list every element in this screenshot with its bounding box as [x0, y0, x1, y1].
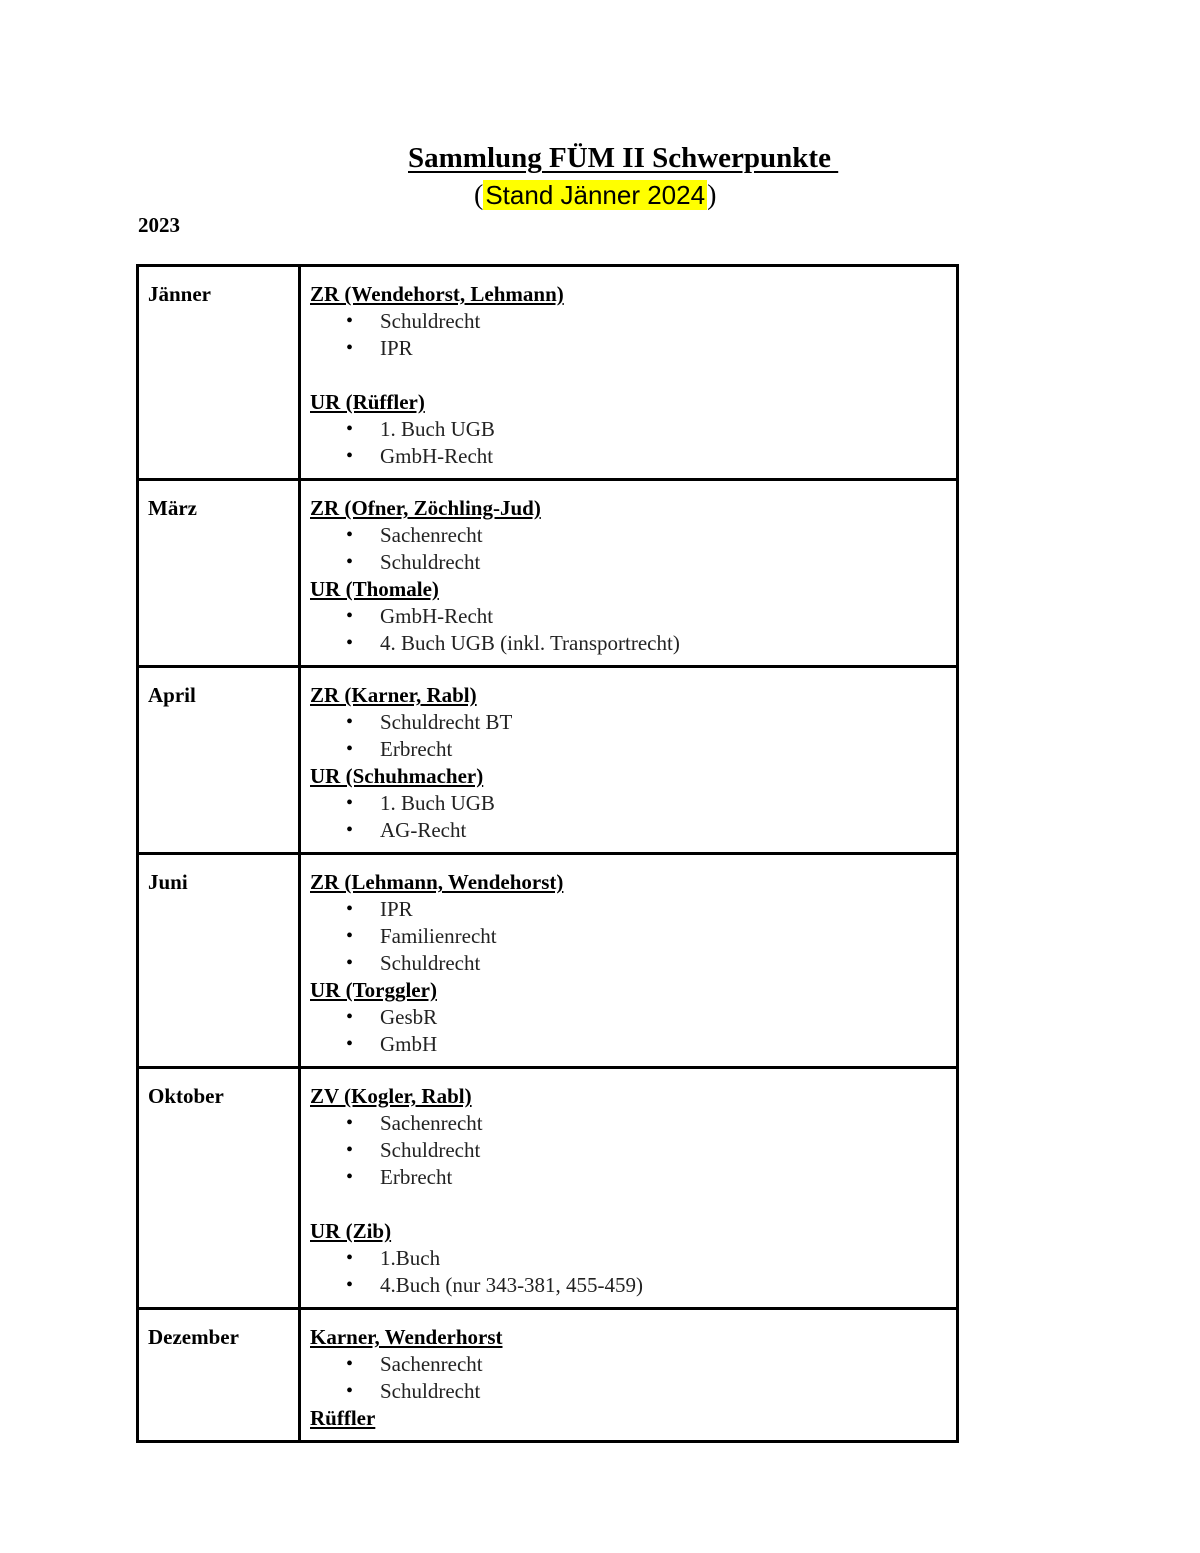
- list-item: • IPR: [310, 896, 956, 923]
- list-item: • Familienrecht: [310, 923, 956, 950]
- subtitle-open-paren: (: [474, 180, 484, 211]
- topics-cell: [300, 854, 958, 1068]
- table-row: [138, 667, 958, 854]
- list-item: • Schuldrecht: [310, 308, 956, 335]
- topic-list: [310, 1351, 956, 1405]
- table-row: [138, 1068, 958, 1309]
- month-cell: Jänner: [138, 266, 300, 480]
- topic-list: [310, 1004, 956, 1058]
- subtitle-highlight: Stand Jänner 2024: [485, 180, 706, 210]
- list-item: • Schuldrecht: [310, 1137, 956, 1164]
- topic-list: [310, 1110, 956, 1191]
- year-heading: 2023: [138, 213, 180, 237]
- month-cell: April: [138, 667, 300, 854]
- table-row: [138, 1309, 958, 1442]
- group-heading: UR (Rüffler): [310, 390, 425, 414]
- group-heading: Rüffler: [310, 1406, 376, 1430]
- list-item: • Schuldrecht: [310, 950, 956, 977]
- month-cell: Juni: [138, 854, 300, 1068]
- group-heading: ZR (Karner, Rabl): [310, 683, 477, 707]
- topic-list: [310, 896, 956, 977]
- list-item: • 1. Buch UGB: [310, 790, 956, 817]
- group-heading: ZV (Kogler, Rabl): [310, 1084, 472, 1108]
- group-heading: UR (Zib): [310, 1219, 392, 1243]
- subtitle-close-paren: ): [707, 180, 717, 211]
- list-item: • Sachenrecht: [310, 522, 956, 549]
- topics-cell: [300, 480, 958, 667]
- table-row: [138, 854, 958, 1068]
- month-cell: März: [138, 480, 300, 667]
- month-cell: Oktober: [138, 1068, 300, 1309]
- topic-list: [310, 522, 956, 576]
- list-item: • Sachenrecht: [310, 1351, 956, 1378]
- list-item: • Schuldrecht BT: [310, 709, 956, 736]
- spacer: [310, 362, 956, 389]
- list-item: • Erbrecht: [310, 736, 956, 763]
- list-item: • IPR: [310, 335, 956, 362]
- page-title: Sammlung FÜM II Schwerpunkte: [408, 142, 839, 174]
- list-item: • GesbR: [310, 1004, 956, 1031]
- list-item: • 4.Buch (nur 343-381, 455-459): [310, 1272, 956, 1299]
- list-item: • GmbH-Recht: [310, 443, 956, 470]
- group-heading: UR (Torggler): [310, 978, 437, 1002]
- table-row: [138, 480, 958, 667]
- list-item: • 1. Buch UGB: [310, 416, 956, 443]
- topics-cell: [300, 1309, 958, 1442]
- list-item: • GmbH-Recht: [310, 603, 956, 630]
- group-heading: UR (Thomale): [310, 577, 439, 601]
- group-heading: UR (Schuhmacher): [310, 764, 484, 788]
- topics-cell: [300, 1068, 958, 1309]
- list-item: • Schuldrecht: [310, 1378, 956, 1405]
- topics-cell: [300, 667, 958, 854]
- group-heading: ZR (Ofner, Zöchling-Jud): [310, 496, 541, 520]
- topic-list: [310, 416, 956, 470]
- list-item: • Erbrecht: [310, 1164, 956, 1191]
- topic-list: [310, 790, 956, 844]
- spacer: [310, 1191, 956, 1218]
- group-heading: ZR (Lehmann, Wendehorst): [310, 870, 564, 894]
- topic-list: [310, 308, 956, 362]
- topic-list: [310, 1245, 956, 1299]
- month-cell: Dezember: [138, 1309, 300, 1442]
- list-item: • Sachenrecht: [310, 1110, 956, 1137]
- list-item: • AG-Recht: [310, 817, 956, 844]
- list-item: • 4. Buch UGB (inkl. Transportrecht): [310, 630, 956, 657]
- list-item: • Schuldrecht: [310, 549, 956, 576]
- topic-list: [310, 603, 956, 657]
- schedule-table: [136, 264, 959, 1443]
- topics-cell: [300, 266, 958, 480]
- page-subtitle: [474, 177, 716, 214]
- table-row: [138, 266, 958, 480]
- group-heading: ZR (Wendehorst, Lehmann): [310, 282, 564, 306]
- list-item: • GmbH: [310, 1031, 956, 1058]
- list-item: • 1.Buch: [310, 1245, 956, 1272]
- group-heading: Karner, Wenderhorst: [310, 1325, 503, 1349]
- topic-list: [310, 709, 956, 763]
